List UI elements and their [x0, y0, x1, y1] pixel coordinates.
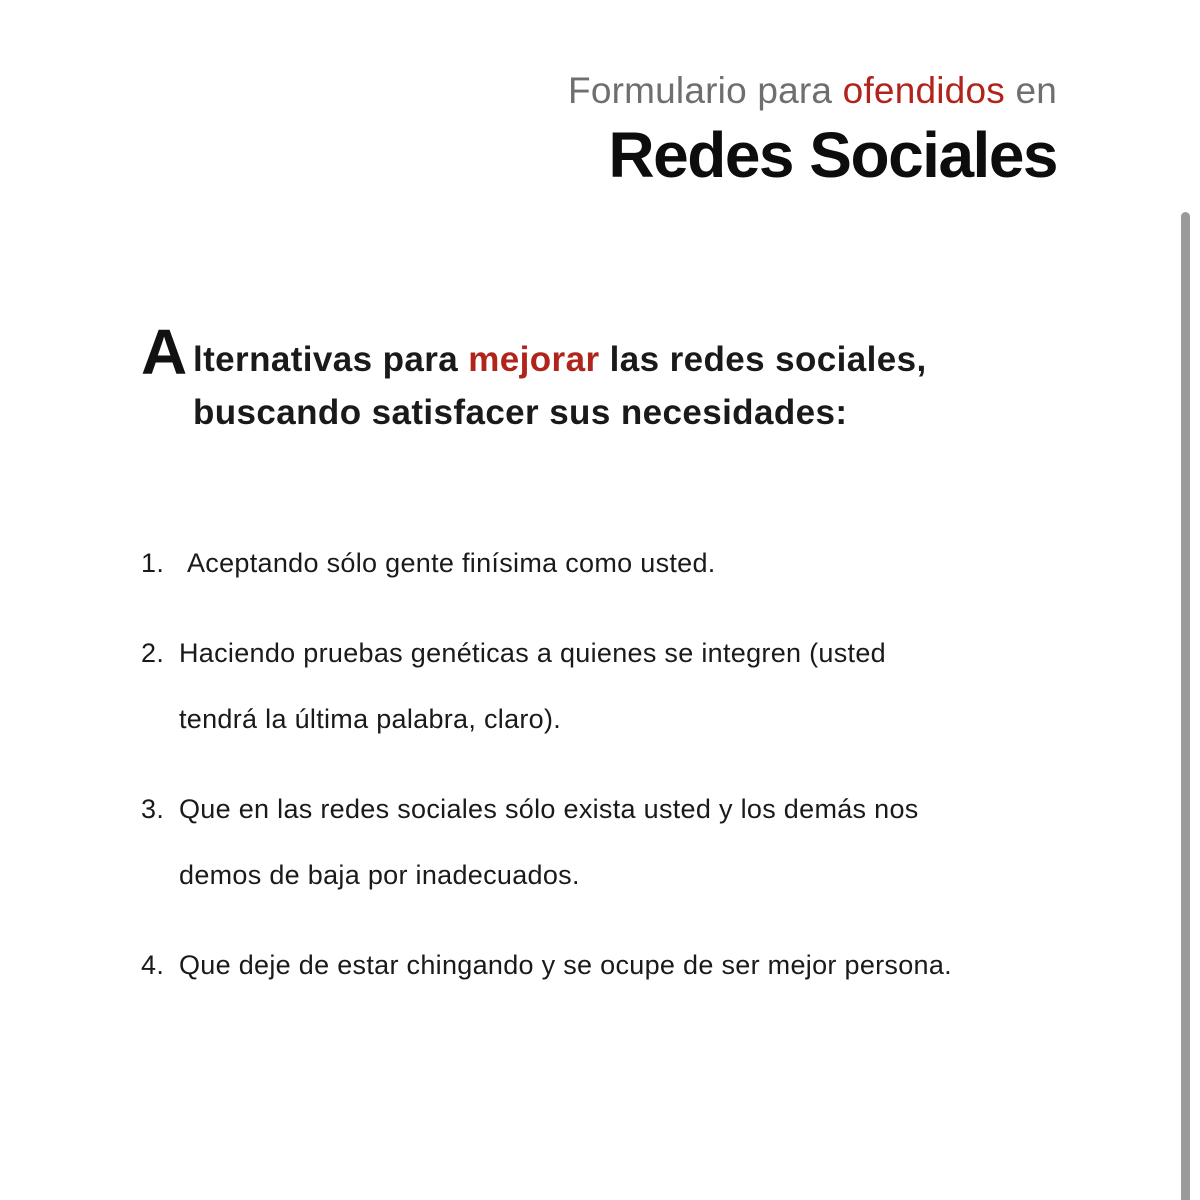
- page-title: Redes Sociales: [608, 119, 1057, 191]
- list-item: [141, 620, 952, 752]
- list-item-number: 2.: [141, 638, 165, 668]
- header-subtitle: [568, 70, 1057, 112]
- intro-accent: mejorar: [468, 340, 600, 379]
- list-item: [141, 932, 952, 998]
- drop-cap: A: [141, 316, 188, 388]
- list-item-text: Aceptando sólo gente finísima como usted.: [187, 548, 716, 578]
- intro-heading: [193, 333, 927, 439]
- list-item-text-cont: demos de baja por inadecuados.: [179, 860, 580, 890]
- list-item-number: 1.: [141, 548, 165, 578]
- intro-pre: lternativas para: [193, 340, 459, 379]
- list-item-text: Que deje de estar chingando y se ocupe de ser mejor persona.: [179, 950, 952, 980]
- list-item-number: 4.: [141, 950, 165, 980]
- list-item-text: Haciendo pruebas genéticas a quienes se integren (usted: [179, 638, 886, 668]
- subtitle-accent: ofendidos: [842, 70, 1005, 111]
- list-item-text-cont: tendrá la última palabra, claro).: [179, 704, 562, 734]
- list-item: [141, 530, 952, 596]
- list-item-text: Que en las redes sociales sólo exista usted y los demás nos: [179, 794, 919, 824]
- list-item: [141, 776, 952, 908]
- intro-line-1: [193, 333, 927, 386]
- subtitle-post: en: [1015, 70, 1057, 111]
- list-item-number: 3.: [141, 794, 165, 824]
- scrollbar[interactable]: [1181, 212, 1190, 1200]
- subtitle-pre: Formulario para: [568, 70, 833, 111]
- intro-line-2: buscando satisfacer sus necesidades:: [193, 393, 848, 432]
- alternatives-list: [141, 530, 952, 1022]
- intro-post: las redes sociales,: [609, 340, 927, 379]
